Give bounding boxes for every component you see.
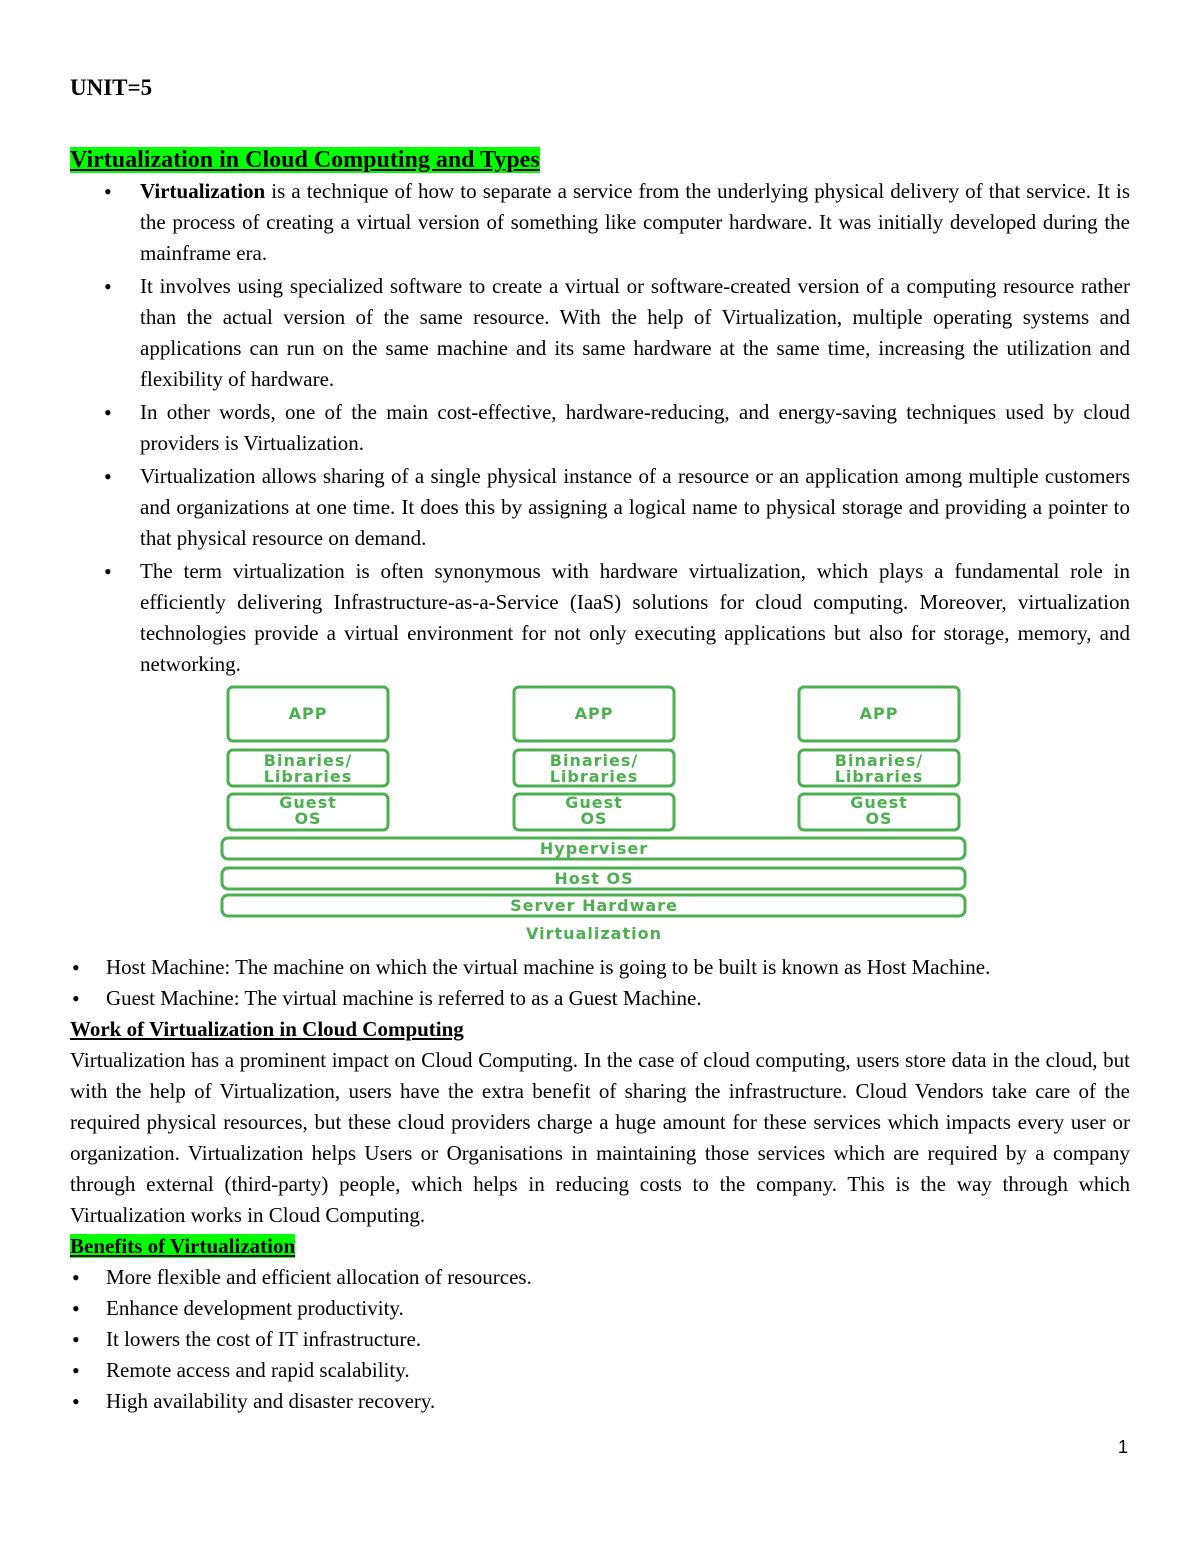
list-item: • It involves using specialized software to create a virtual or software-created version of a computing resource rather than the actual version of the same resource. With the help of Virtualization, multiple operating systems and applications can run on the same machine and its same hardware at the same time, increasing the utilization and flexibility of hardware. [70,271,1130,395]
libraries-label: Libraries [834,767,924,786]
os-label: OS [580,809,608,828]
list-item: • It lowers the cost of IT infrastructure. [70,1324,1130,1355]
diagram-caption: Virtualization [526,924,662,943]
app-label: APP [288,704,328,723]
server-hardware-label: Server Hardware [510,896,678,915]
binaries-label: Binaries/ [549,751,639,770]
list-item: • In other words, one of the main cost-effective, hardware-reducing, and energy-saving techniques used by cloud providers is Virtualization. [70,397,1130,459]
list-item: • Virtualization is a technique of how to separate a service from the underlying physical delivery of that service. It is the process of creating a virtual version of something like computer hardware. It was initially developed during the mainframe era. [70,176,1130,269]
os-label: OS [294,809,322,828]
benefits-bullet-list [70,1262,1130,1417]
host-os-label: Host OS [554,869,634,888]
libraries-label: Libraries [263,767,353,786]
hypervisor-label: Hyperviser [539,839,649,858]
list-item: • High availability and disaster recovery. [70,1386,1130,1417]
unit-title: UNIT=5 [70,75,153,100]
binaries-label: Binaries/ [263,751,353,770]
machine-bullet-list [70,952,1130,1014]
list-item: • Host Machine: The machine on which the virtual machine is going to be built is known as Host Machine. [70,952,1130,983]
list-item: • Enhance development productivity. [70,1293,1130,1324]
section-heading-benefits: Benefits of Virtualization [70,1234,296,1258]
guest-label: Guest [850,793,908,812]
list-item: • Guest Machine: The virtual machine is referred to as a Guest Machine. [70,983,1130,1014]
list-item: • The term virtualization is often synonymous with hardware virtualization, which plays a fundamental role in efficiently delivering Infrastructure-as-a-Service (IaaS) solutions for cloud computing. Moreover, virtualization technologies provide a virtual environment for not only executing applications but also for storage, memory, and networking. [70,556,1130,680]
virtualization-bullet-list [70,176,1130,680]
page-number: 1 [1117,1437,1128,1457]
binaries-label: Binaries/ [834,751,924,770]
section-heading-virtualization: Virtualization in Cloud Computing and Types [70,147,540,173]
list-item: • Remote access and rapid scalability. [70,1355,1130,1386]
app-label: APP [574,704,614,723]
document-page [70,72,1130,1417]
guest-label: Guest [279,793,337,812]
os-label: OS [865,809,893,828]
list-item: • More flexible and efficient allocation of resources. [70,1262,1130,1293]
virtualization-diagram [220,684,970,946]
guest-label: Guest [565,793,623,812]
section-heading-work: Work of Virtualization in Cloud Computing [70,1017,464,1041]
app-label: APP [859,704,899,723]
libraries-label: Libraries [549,767,639,786]
list-item: • Virtualization allows sharing of a single physical instance of a resource or an application among multiple customers and organizations at one time. It does this by assigning a logical name to physical storage and providing a pointer to that physical resource on demand. [70,461,1130,554]
work-paragraph: Virtualization has a prominent impact on Cloud Computing. In the case of cloud computing, users store data in the cloud, but with the help of Virtualization, users have the extra benefit of sharing the infrastructure. Cloud Vendors take care of the required physical resources, but these cloud providers charge a huge amount for these services which impacts every user or organization. Virtualization helps Users or Organisations in maintaining those services which are required by a company through external (third-party) people, which helps in reducing costs to the company. This is the way through which Virtualization works in Cloud Computing. [70,1048,1130,1227]
